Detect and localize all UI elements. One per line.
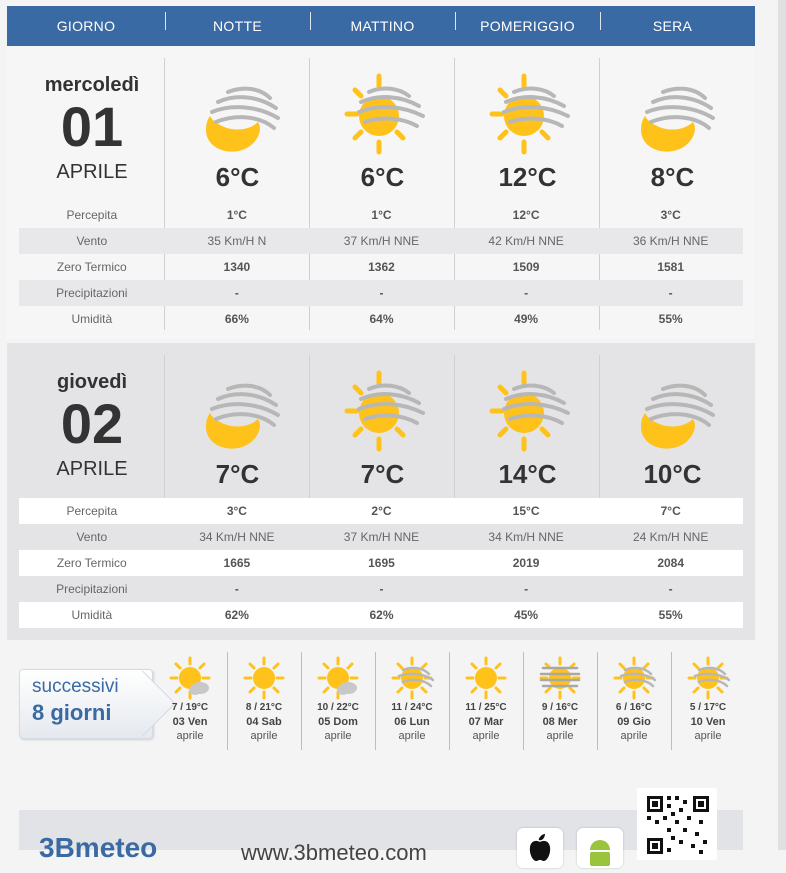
cell: 34 Km/H NNE (488, 530, 564, 544)
cell: 1695 (368, 556, 395, 570)
cell: 1362 (368, 260, 395, 274)
cell: 49% (514, 312, 539, 326)
day-of-week: mercoledì (44, 74, 140, 96)
cell: 35 Km/H N (207, 234, 267, 248)
header-mattino: MATTINO (310, 18, 455, 34)
forecast-month: aprile (620, 730, 648, 742)
cell: 24 Km/H NNE (632, 530, 709, 544)
forecast-month: aprile (472, 730, 500, 742)
details-table (19, 498, 743, 628)
row-umidita (19, 602, 743, 628)
forecast-month: aprile (694, 730, 722, 742)
sun-small-cloud-icon (315, 656, 361, 700)
month: APRILE (56, 161, 128, 183)
cell: 64% (369, 312, 394, 326)
site-url[interactable]: www.3bmeteo.com (241, 840, 427, 865)
cell: 1°C (371, 208, 392, 222)
android-icon (577, 828, 623, 868)
cell: 55% (658, 312, 683, 326)
slot-mattino (310, 355, 455, 505)
row-label: Zero Termico (56, 556, 127, 570)
cell: 37 Km/H NNE (343, 530, 420, 544)
cell: - (379, 582, 384, 596)
row-label: Precipitazioni (56, 582, 128, 596)
day-of-week: giovedì (56, 371, 127, 393)
sun-cloud-icon (333, 70, 433, 160)
apple-icon (517, 828, 563, 868)
cell: 45% (514, 608, 539, 622)
forecast-month: aprile (176, 730, 204, 742)
divider (599, 355, 600, 498)
header-sera: SERA (600, 18, 745, 34)
forecast-date: 08 Mer (542, 716, 578, 728)
date-block (19, 355, 165, 481)
cell: 62% (369, 608, 394, 622)
row-percepita (19, 498, 743, 524)
cell: 12°C (512, 208, 540, 222)
cell: - (234, 582, 239, 596)
forecast-date: 05 Dom (318, 716, 358, 728)
forecast-temps: 5 / 17°C (689, 702, 727, 713)
android-store-button[interactable] (577, 828, 623, 868)
cell: 1509 (512, 260, 540, 274)
forecast-date: 06 Lun (394, 716, 430, 728)
forecast-date: 04 Sab (246, 716, 282, 728)
slot-temp: 12°C (498, 162, 557, 192)
row-label: Vento (76, 530, 108, 544)
forecast-date: 10 Ven (690, 716, 726, 728)
forecast-strip (19, 652, 761, 752)
slot-temp: 14°C (498, 459, 557, 489)
cell: - (668, 286, 673, 300)
days-count-label: 8 giorni (32, 700, 112, 725)
sun-icon (463, 656, 509, 700)
cell: 1°C (226, 208, 247, 222)
cell: 2084 (657, 556, 685, 570)
header-giorno: GIORNO (56, 18, 116, 34)
cell: - (524, 286, 529, 300)
cell: 66% (224, 312, 249, 326)
moon-cloud-icon (623, 70, 723, 160)
slot-temp: 6°C (215, 162, 260, 192)
footer-banner (19, 810, 743, 865)
sun-cloud-icon (389, 656, 435, 700)
forecast-temps: 10 / 22°C (317, 702, 359, 713)
cell: 15°C (512, 504, 540, 518)
apple-store-button[interactable] (517, 828, 563, 868)
cell: - (524, 582, 529, 596)
slot-notte (165, 58, 310, 208)
forecast-month: aprile (546, 730, 574, 742)
sun-cloud-icon (478, 367, 578, 457)
sun-cloud-icon (333, 367, 433, 457)
header-pomeriggio: POMERIGGIO (455, 18, 600, 34)
month: APRILE (56, 458, 128, 480)
column-header-bar (7, 6, 755, 46)
slot-temp: 6°C (360, 162, 405, 192)
brand-logo[interactable]: 3Bmeteo (39, 832, 158, 863)
divider (309, 355, 310, 498)
forecast-month: aprile (250, 730, 278, 742)
forecast-day[interactable] (375, 652, 449, 742)
row-label: Umidità (71, 312, 113, 326)
sun-icon (241, 656, 287, 700)
cell: 1581 (657, 260, 685, 274)
row-umidita (19, 306, 743, 332)
forecast-temps: 9 / 16°C (541, 702, 579, 713)
forecast-day[interactable] (671, 652, 745, 742)
divider (454, 355, 455, 498)
details-table (19, 202, 743, 332)
moon-cloud-icon (188, 70, 288, 160)
cell: - (379, 286, 384, 300)
day-panel-1 (7, 46, 755, 338)
forecast-date: 09 Gio (617, 716, 651, 728)
slot-temp: 7°C (215, 459, 260, 489)
header-notte: NOTTE (165, 18, 310, 34)
sun-small-cloud-icon (167, 656, 213, 700)
row-percepita (19, 202, 743, 228)
forecast-day[interactable] (301, 652, 375, 742)
sun-cloud-icon (685, 656, 731, 700)
cell: 3°C (226, 504, 247, 518)
cell: 7°C (660, 504, 681, 518)
slot-notte (165, 355, 310, 505)
slot-pomeriggio (455, 355, 600, 505)
forecast-temps: 6 / 16°C (615, 702, 653, 713)
cell: 2019 (512, 556, 540, 570)
day-number: 01 (60, 95, 124, 158)
forecast-temps: 11 / 24°C (391, 702, 433, 713)
cell: - (234, 286, 239, 300)
day-number: 02 (60, 392, 124, 455)
scrollbar-track[interactable] (778, 0, 786, 850)
forecast-date: 07 Mar (468, 716, 504, 728)
row-precipitazioni (19, 576, 743, 602)
slot-temp: 8°C (650, 162, 695, 192)
forecast-day[interactable] (227, 652, 301, 742)
row-zero-termico (19, 254, 743, 280)
row-vento (19, 524, 743, 550)
slot-temp: 7°C (360, 459, 405, 489)
cell: 36 Km/H NNE (632, 234, 709, 248)
row-label: Precipitazioni (56, 286, 128, 300)
forecast-month: aprile (398, 730, 426, 742)
cell: - (668, 582, 673, 596)
successivi-label: successivi (32, 676, 119, 697)
row-precipitazioni (19, 280, 743, 306)
cell: 42 Km/H NNE (488, 234, 564, 248)
row-vento (19, 228, 743, 254)
divider (164, 355, 165, 498)
forecast-temps: 7 / 19°C (171, 702, 209, 713)
slot-temp: 10°C (643, 459, 702, 489)
forecast-temps: 11 / 25°C (465, 702, 507, 713)
successivi-8-giorni-button[interactable] (19, 669, 153, 739)
slot-sera (600, 355, 745, 505)
cell: 1340 (223, 260, 251, 274)
slot-sera (600, 58, 745, 208)
forecast-day[interactable] (523, 652, 597, 742)
cell: 3°C (660, 208, 681, 222)
row-label: Vento (76, 234, 108, 248)
cell: 62% (224, 608, 249, 622)
forecast-temps: 8 / 21°C (245, 702, 283, 713)
row-label: Percepita (66, 504, 118, 518)
forecast-date: 03 Ven (172, 716, 208, 728)
forecast-day[interactable] (153, 652, 227, 742)
cell: 2°C (371, 504, 392, 518)
sun-cloud-icon (611, 656, 657, 700)
forecast-day[interactable] (449, 652, 523, 742)
forecast-day[interactable] (597, 652, 671, 742)
cell: 34 Km/H NNE (199, 530, 275, 544)
moon-cloud-icon (188, 367, 288, 457)
row-label: Percepita (66, 208, 118, 222)
qr-code (637, 788, 717, 860)
row-label: Umidità (71, 608, 113, 622)
forecast-month: aprile (324, 730, 352, 742)
slot-pomeriggio (455, 58, 600, 208)
slot-mattino (310, 58, 455, 208)
sun-fog-icon (537, 656, 583, 700)
day-panel-2 (7, 343, 755, 640)
date-block (19, 58, 165, 184)
row-label: Zero Termico (56, 260, 127, 274)
cell: 55% (658, 608, 683, 622)
row-zero-termico (19, 550, 743, 576)
cell: 1665 (223, 556, 251, 570)
cell: 37 Km/H NNE (343, 234, 420, 248)
moon-cloud-icon (623, 367, 723, 457)
sun-cloud-icon (478, 70, 578, 160)
